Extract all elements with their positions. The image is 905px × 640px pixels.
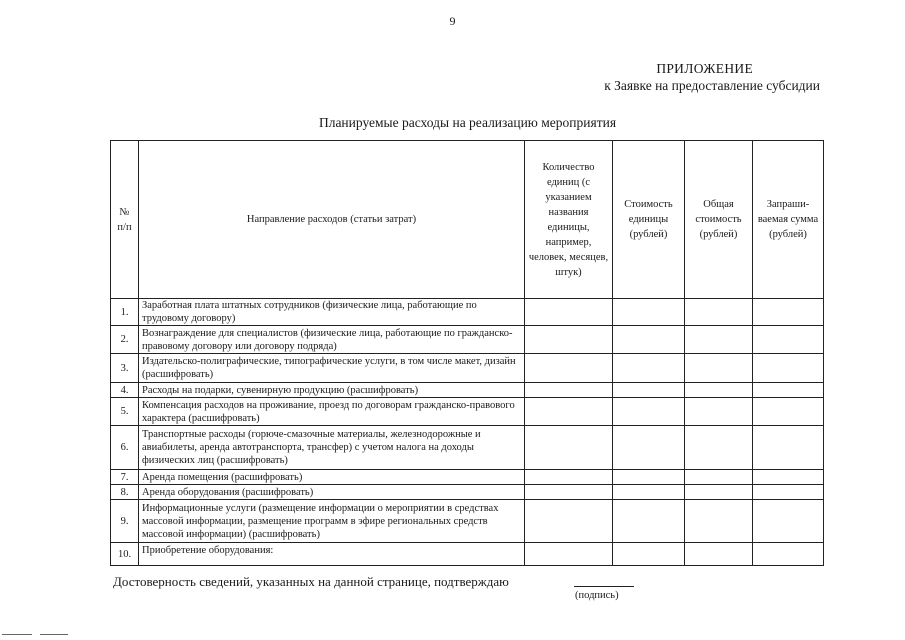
cell-quantity[interactable] xyxy=(525,500,613,543)
row-number: 9. xyxy=(111,500,139,543)
signature-line[interactable] xyxy=(574,586,634,587)
scan-edge-marks xyxy=(0,634,70,636)
table-header-row xyxy=(111,141,824,299)
row-description: Информационные услуги (размещение информации о мероприятии в средствах массовой информации, размещение программ в эфире региональных средств массовой информации) (расшифровать) xyxy=(139,500,525,543)
cell-requested-sum[interactable] xyxy=(753,383,824,398)
table-row xyxy=(111,354,824,383)
table-row xyxy=(111,485,824,500)
cell-unit-cost[interactable] xyxy=(613,383,685,398)
row-description: Издательско-полиграфические, типографические услуги, в том числе макет, дизайн (расшифровать) xyxy=(139,354,525,383)
signature-label: (подпись) xyxy=(575,590,619,601)
cell-requested-sum[interactable] xyxy=(753,398,824,426)
appendix-title: ПРИЛОЖЕНИЕ xyxy=(656,61,753,76)
table-row xyxy=(111,398,824,426)
table-row xyxy=(111,426,824,470)
row-description: Аренда помещения (расшифровать) xyxy=(139,470,525,485)
row-number: 6. xyxy=(111,426,139,470)
row-number: 5. xyxy=(111,398,139,426)
document-title: Планируемые расходы на реализацию мероприятия xyxy=(318,115,617,130)
table-row xyxy=(111,326,824,354)
table-row xyxy=(111,470,824,485)
cell-unit-cost[interactable] xyxy=(613,398,685,426)
cell-requested-sum[interactable] xyxy=(753,326,824,354)
cell-requested-sum[interactable] xyxy=(753,354,824,383)
cell-requested-sum[interactable] xyxy=(753,299,824,326)
cell-quantity[interactable] xyxy=(525,383,613,398)
row-description: Компенсация расходов на проживание, проезд по договорам гражданско-правового характера (расшифровать) xyxy=(139,398,525,426)
row-number: 4. xyxy=(111,383,139,398)
header-unit-cost: Стоимость единицы (рублей) xyxy=(613,141,685,299)
cell-unit-cost[interactable] xyxy=(613,485,685,500)
cell-requested-sum[interactable] xyxy=(753,470,824,485)
row-description: Вознаграждение для специалистов (физические лица, работающие по гражданско-правовому договору или договору подряда) xyxy=(139,326,525,354)
cell-unit-cost[interactable] xyxy=(613,299,685,326)
appendix-header xyxy=(604,60,820,94)
table-row xyxy=(111,383,824,398)
row-number: 1. xyxy=(111,299,139,326)
cell-quantity[interactable] xyxy=(525,470,613,485)
header-total-cost: Общая стоимость (рублей) xyxy=(685,141,753,299)
header-number: № п/п xyxy=(111,141,139,299)
cell-total-cost[interactable] xyxy=(685,500,753,543)
table-row xyxy=(111,299,824,326)
cell-total-cost[interactable] xyxy=(685,398,753,426)
cell-requested-sum[interactable] xyxy=(753,426,824,470)
row-description: Расходы на подарки, сувенирную продукцию (расшифровать) xyxy=(139,383,525,398)
cell-quantity[interactable] xyxy=(525,398,613,426)
cell-quantity[interactable] xyxy=(525,426,613,470)
cell-total-cost[interactable] xyxy=(685,299,753,326)
table-row xyxy=(111,543,824,566)
cell-unit-cost[interactable] xyxy=(613,500,685,543)
cell-unit-cost[interactable] xyxy=(613,543,685,566)
expenses-table xyxy=(110,140,824,566)
cell-quantity[interactable] xyxy=(525,299,613,326)
cell-unit-cost[interactable] xyxy=(613,470,685,485)
cell-total-cost[interactable] xyxy=(685,485,753,500)
row-number: 8. xyxy=(111,485,139,500)
cell-total-cost[interactable] xyxy=(685,470,753,485)
cell-requested-sum[interactable] xyxy=(753,485,824,500)
cell-total-cost[interactable] xyxy=(685,383,753,398)
cell-quantity[interactable] xyxy=(525,326,613,354)
row-number: 3. xyxy=(111,354,139,383)
cell-unit-cost[interactable] xyxy=(613,354,685,383)
cell-total-cost[interactable] xyxy=(685,354,753,383)
appendix-subtitle: к Заявке на предоставление субсидии xyxy=(604,78,820,93)
row-description: Аренда оборудования (расшифровать) xyxy=(139,485,525,500)
row-number: 10. xyxy=(111,543,139,566)
page-number: 9 xyxy=(449,14,456,28)
cell-unit-cost[interactable] xyxy=(613,426,685,470)
cell-total-cost[interactable] xyxy=(685,426,753,470)
cell-requested-sum[interactable] xyxy=(753,543,824,566)
row-number: 2. xyxy=(111,326,139,354)
header-requested-sum: Запраши-ваемая сумма (рублей) xyxy=(753,141,824,299)
header-quantity: Количество единиц (с указанием названия единицы, например, человек, месяцев, штук) xyxy=(525,141,613,299)
confirmation-text: Достоверность сведений, указанных на данной странице, подтверждаю xyxy=(113,574,509,589)
row-description: Заработная плата штатных сотрудников (физические лица, работающие по трудовому договору) xyxy=(139,299,525,326)
cell-unit-cost[interactable] xyxy=(613,326,685,354)
row-description: Приобретение оборудования: xyxy=(139,543,525,566)
header-direction: Направление расходов (статьи затрат) xyxy=(139,141,525,299)
cell-total-cost[interactable] xyxy=(685,543,753,566)
cell-quantity[interactable] xyxy=(525,485,613,500)
table-row xyxy=(111,500,824,543)
cell-requested-sum[interactable] xyxy=(753,500,824,543)
row-number: 7. xyxy=(111,470,139,485)
cell-quantity[interactable] xyxy=(525,543,613,566)
cell-total-cost[interactable] xyxy=(685,326,753,354)
row-description: Транспортные расходы (горюче-смазочные материалы, железнодорожные и авиабилеты, аренда автотранспорта, трансфер) с учетом налога на доходы физических лиц (расшифровать) xyxy=(139,426,525,470)
cell-quantity[interactable] xyxy=(525,354,613,383)
